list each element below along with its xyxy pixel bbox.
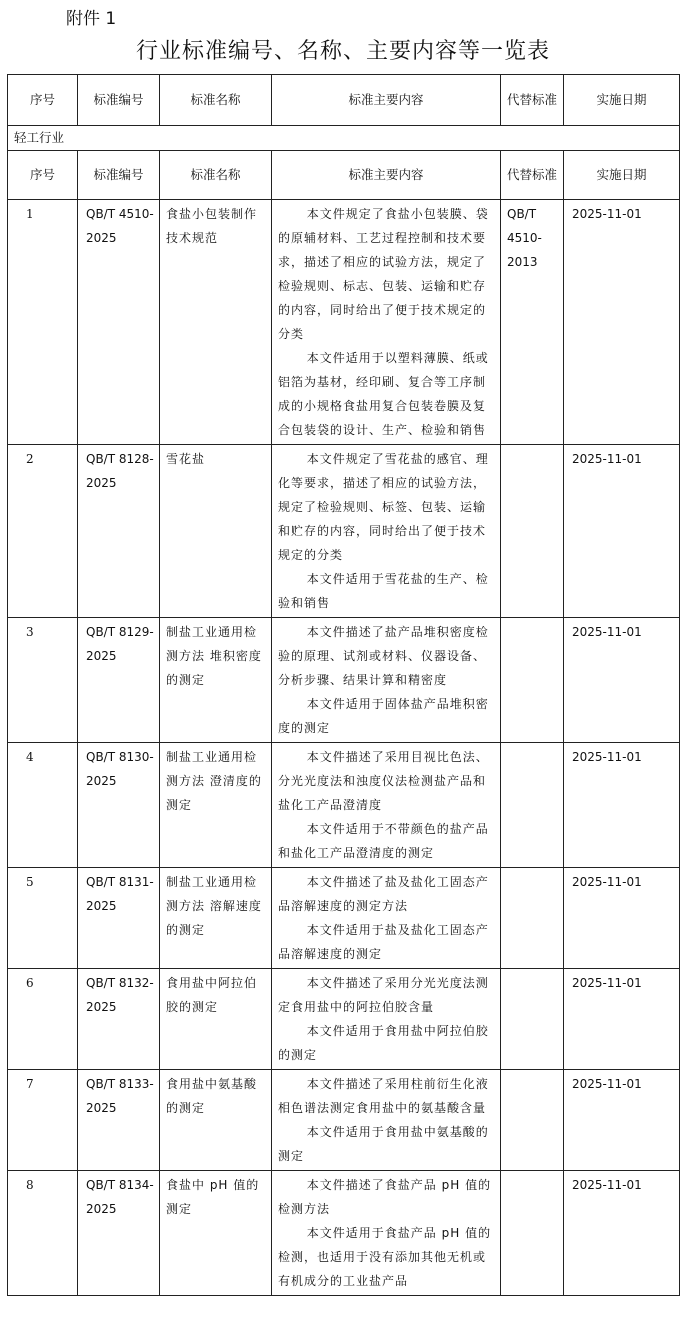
row-name: 食用盐中氨基酸的测定 <box>160 1070 272 1171</box>
table-row <box>8 969 680 1070</box>
row-seq: 1 <box>8 200 78 445</box>
header-date: 实施日期 <box>564 75 680 126</box>
row-content-paragraph: 本文件适用于固体盐产品堆积密度的测定 <box>278 697 489 735</box>
row-seq: 8 <box>8 1171 78 1296</box>
row-name: 制盐工业通用检测方法 溶解速度的测定 <box>160 868 272 969</box>
attachment-label: 附件 1 <box>66 9 117 29</box>
row-replace <box>501 445 564 618</box>
row-content-paragraph: 本文件描述了采用柱前衍生化液相色谱法测定食用盐中的氨基酸含量 <box>278 1077 489 1115</box>
row-name: 制盐工业通用检测方法 堆积密度的测定 <box>160 618 272 743</box>
row-replace <box>501 743 564 868</box>
row-content <box>272 1171 501 1296</box>
row-content-paragraph: 本文件规定了雪花盐的感官、理化等要求，描述了相应的试验方法，规定了检验规则、标签、包装、运输和贮存的内容，同时给出了便于技术规定的分类 <box>278 452 489 562</box>
subheader-name: 标准名称 <box>160 151 272 200</box>
table-row <box>8 1171 680 1296</box>
row-content <box>272 1070 501 1171</box>
row-content-paragraph: 本文件描述了食盐产品 pH 值的检测方法 <box>278 1178 492 1216</box>
row-replace <box>501 868 564 969</box>
subheader-seq: 序号 <box>8 151 78 200</box>
row-name: 食用盐中阿拉伯胶的测定 <box>160 969 272 1070</box>
row-content-paragraph: 本文件规定了食盐小包装膜、袋的原辅材料、工艺过程控制和技术要求，描述了相应的试验方法，规定了检验规则、标志、包装、运输和贮存的内容，同时给出了便于技术规定的分类 <box>278 207 489 341</box>
row-date: 2025-11-01 <box>564 445 680 618</box>
row-seq: 3 <box>8 618 78 743</box>
row-content-paragraph: 本文件适用于食盐产品 pH 值的检测，也适用于没有添加其他无机或有机成分的工业盐产品 <box>278 1226 492 1288</box>
header-name: 标准名称 <box>160 75 272 126</box>
row-date: 2025-11-01 <box>564 969 680 1070</box>
row-replace <box>501 1070 564 1171</box>
table-row <box>8 743 680 868</box>
row-content <box>272 200 501 445</box>
standards-table <box>7 74 680 1296</box>
table-row <box>8 1070 680 1171</box>
row-content-paragraph: 本文件适用于不带颜色的盐产品和盐化工产品澄清度的测定 <box>278 822 489 860</box>
section-label: 轻工行业 <box>8 126 680 151</box>
subheader-date: 实施日期 <box>564 151 680 200</box>
row-content-paragraph: 本文件描述了采用目视比色法、分光光度法和浊度仪法检测盐产品和盐化工产品澄清度 <box>278 750 489 812</box>
row-content <box>272 445 501 618</box>
row-content-paragraph: 本文件适用于食用盐中氨基酸的测定 <box>278 1125 489 1163</box>
row-replace <box>501 618 564 743</box>
header-code: 标准编号 <box>78 75 160 126</box>
row-code: QB/T 8129-2025 <box>78 618 160 743</box>
table-subheader-row <box>8 151 680 200</box>
row-seq: 6 <box>8 969 78 1070</box>
row-content-paragraph: 本文件适用于雪花盐的生产、检验和销售 <box>278 572 489 610</box>
row-content <box>272 868 501 969</box>
row-code: QB/T 8133-2025 <box>78 1070 160 1171</box>
row-date: 2025-11-01 <box>564 743 680 868</box>
row-date: 2025-11-01 <box>564 200 680 445</box>
row-content-paragraph: 本文件适用于食用盐中阿拉伯胶的测定 <box>278 1024 489 1062</box>
table-row <box>8 618 680 743</box>
table-row <box>8 445 680 618</box>
header-seq: 序号 <box>8 75 78 126</box>
row-name: 雪花盐 <box>160 445 272 618</box>
subheader-content: 标准主要内容 <box>272 151 501 200</box>
row-content-paragraph: 本文件适用于以塑料薄膜、纸或铝箔为基材，经印刷、复合等工序制成的小规格食盐用复合包装卷膜及复合包装袋的设计、生产、检验和销售 <box>278 351 489 437</box>
row-seq: 5 <box>8 868 78 969</box>
row-date: 2025-11-01 <box>564 868 680 969</box>
row-content-paragraph: 本文件描述了采用分光光度法测定食用盐中的阿拉伯胶含量 <box>278 976 489 1014</box>
row-name: 制盐工业通用检测方法 澄清度的测定 <box>160 743 272 868</box>
row-date: 2025-11-01 <box>564 1070 680 1171</box>
subheader-code: 标准编号 <box>78 151 160 200</box>
row-code: QB/T 8130-2025 <box>78 743 160 868</box>
section-row <box>8 126 680 151</box>
row-seq: 2 <box>8 445 78 618</box>
page-title: 行业标准编号、名称、主要内容等一览表 <box>135 39 550 64</box>
row-seq: 4 <box>8 743 78 868</box>
row-content <box>272 618 501 743</box>
row-code: QB/T 4510-2025 <box>78 200 160 445</box>
row-code: QB/T 8128-2025 <box>78 445 160 618</box>
table-header-row <box>8 75 680 126</box>
subheader-replace: 代替标准 <box>501 151 564 200</box>
table-row <box>8 868 680 969</box>
row-seq: 7 <box>8 1070 78 1171</box>
row-code: QB/T 8131-2025 <box>78 868 160 969</box>
row-name: 食盐中 pH 值的测定 <box>160 1171 272 1296</box>
row-content-paragraph: 本文件描述了盐及盐化工固态产品溶解速度的测定方法 <box>278 875 489 913</box>
row-date: 2025-11-01 <box>564 618 680 743</box>
row-date: 2025-11-01 <box>564 1171 680 1296</box>
row-replace <box>501 969 564 1070</box>
header-replace: 代替标准 <box>501 75 564 126</box>
row-name: 食盐小包装制作技术规范 <box>160 200 272 445</box>
table-row <box>8 200 680 445</box>
row-code: QB/T 8132-2025 <box>78 969 160 1070</box>
row-content-paragraph: 本文件适用于盐及盐化工固态产品溶解速度的测定 <box>278 923 489 961</box>
row-content <box>272 743 501 868</box>
row-code: QB/T 8134-2025 <box>78 1171 160 1296</box>
row-replace <box>501 1171 564 1296</box>
header-content: 标准主要内容 <box>272 75 501 126</box>
row-replace: QB/T 4510-2013 <box>501 200 564 445</box>
row-content <box>272 969 501 1070</box>
row-content-paragraph: 本文件描述了盐产品堆积密度检验的原理、试剂或材料、仪器设备、分析步骤、结果计算和精密度 <box>278 625 489 687</box>
